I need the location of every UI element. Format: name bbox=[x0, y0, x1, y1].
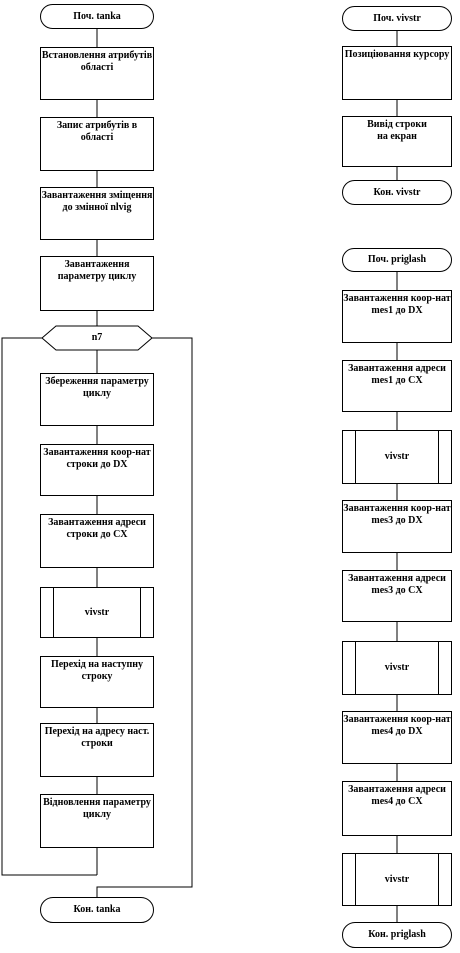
end-terminal-priglash: Кон. priglash bbox=[342, 922, 452, 948]
process-load-line-address: Завантаження адреси строки до CX bbox=[40, 514, 154, 568]
process-load-mes4-coords: Завантаження коор-нат mes4 до DX bbox=[342, 711, 452, 764]
process-output-line: Вивід строки на екран bbox=[342, 116, 452, 167]
process-save-loop-param: Збереження параметру циклу bbox=[40, 373, 154, 426]
process-load-mes3-address: Завантаження адреси mes3 до CX bbox=[342, 570, 452, 622]
process-set-attributes: Встановлення атрибутів області bbox=[40, 47, 154, 100]
subroutine-vivstr-call-3: vivstr bbox=[342, 641, 452, 695]
process-position-cursor: Позиціювання курсору bbox=[342, 46, 452, 100]
subroutine-vivstr-call-4: vivstr bbox=[342, 853, 452, 906]
process-load-loop-param: Завантаження параметру циклу bbox=[40, 256, 154, 311]
start-terminal-tanka: Поч. tanka bbox=[40, 4, 154, 29]
process-next-line: Перехід на наступну строку bbox=[40, 656, 154, 708]
process-load-mes1-coords: Завантаження коор-нат mes1 до DX bbox=[342, 290, 452, 343]
start-terminal-priglash: Поч. priglash bbox=[342, 248, 452, 272]
subroutine-vivstr-call: vivstr bbox=[40, 587, 154, 638]
process-load-mes3-coords: Завантаження коор-нат mes3 до DX bbox=[342, 500, 452, 553]
process-fill-attributes: Запис атрибутів в області bbox=[40, 117, 154, 171]
end-terminal-tanka: Кон. tanka bbox=[40, 897, 154, 923]
process-load-line-coords: Завантаження коор-нат строки до DX bbox=[40, 444, 154, 496]
process-load-mes1-address: Завантаження адреси mes1 до CX bbox=[342, 360, 452, 412]
loop-hexagon-label: n7 bbox=[91, 332, 103, 343]
start-terminal-vivstr: Поч. vivstr bbox=[342, 6, 452, 31]
process-next-line-address: Перехід на адресу наст. строки bbox=[40, 723, 154, 777]
process-load-offset: Завантаження зміщення до змінної nlvig bbox=[40, 187, 154, 240]
subroutine-vivstr-call-1: vivstr bbox=[342, 430, 452, 484]
process-restore-loop-param: Відновлення параметру циклу bbox=[40, 794, 154, 848]
end-terminal-vivstr: Кон. vivstr bbox=[342, 180, 452, 205]
process-load-mes4-address: Завантаження адреси mes4 до CX bbox=[342, 781, 452, 836]
